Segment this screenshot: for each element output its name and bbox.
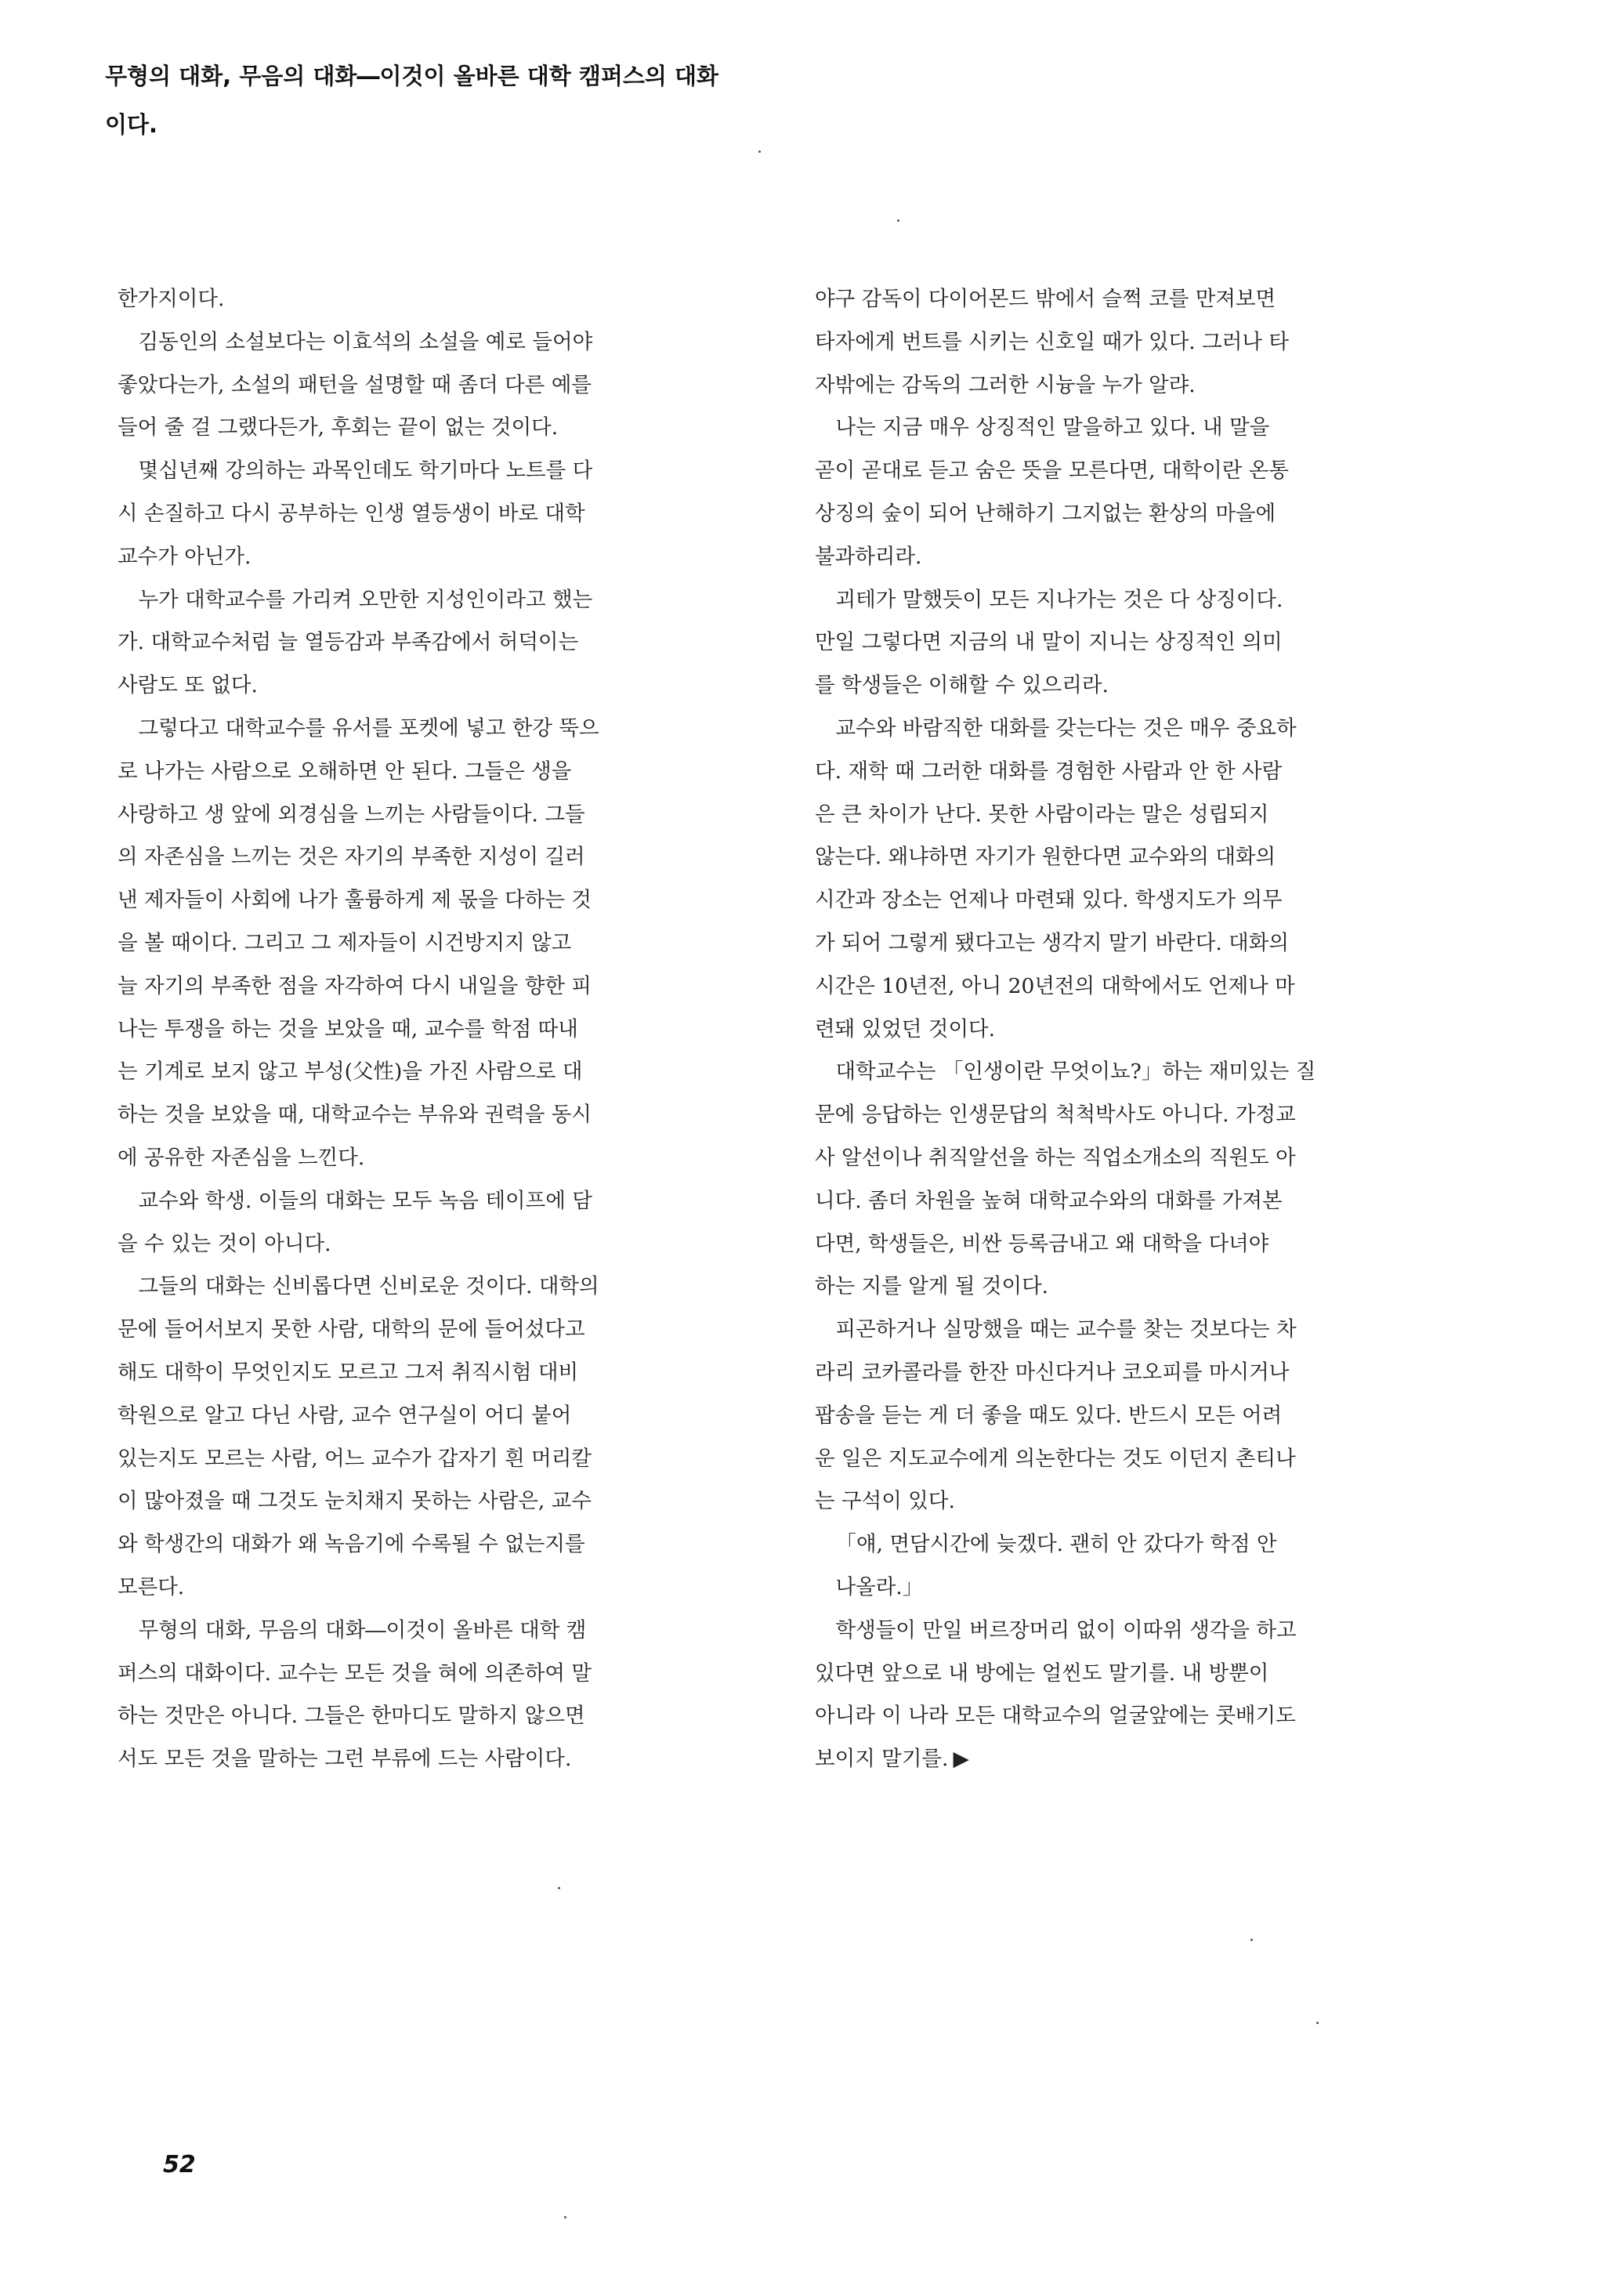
text-line-content: 보이지 말기를.: [815, 1747, 949, 1772]
end-mark-icon: ▶: [953, 1747, 969, 1772]
text-line: 곧이 곧대로 듣고 숨은 뜻을 모른다면, 대학이란 온통: [815, 458, 1289, 483]
text-line: 아니라 이 나라 모든 대학교수의 얼굴앞에는 콧배기도: [815, 1704, 1296, 1729]
text-line: 학원으로 알고 다닌 사람, 교수 연구실이 어디 붙어: [118, 1403, 572, 1428]
scan-speck: [1316, 2022, 1319, 2024]
text-line: 야구 감독이 다이어몬드 밖에서 슬쩍 코를 만져보면: [815, 287, 1276, 311]
text-line: 라리 코카콜라를 한잔 마신다거나 코오피를 마시거나: [815, 1360, 1290, 1385]
text-line: 나는 지금 매우 상징적인 말을하고 있다. 내 말을: [835, 415, 1270, 440]
text-line: 「얘, 면담시간에 늦겠다. 괜히 안 갔다가 학점 안: [835, 1532, 1277, 1557]
text-line: 모른다.: [118, 1574, 185, 1599]
scan-speck: [897, 219, 899, 222]
text-line: 시간은 10년전, 아니 20년전의 대학에서도 언제나 마: [815, 973, 1295, 998]
text-line: 낸 제자들이 사회에 나가 훌륭하게 제 몫을 다하는 것: [118, 888, 592, 913]
text-line: 다. 재학 때 그러한 대화를 경험한 사람과 안 한 사람: [815, 759, 1283, 784]
text-line: 늘 자기의 부족한 점을 자각하여 다시 내일을 향한 피: [118, 973, 592, 998]
text-line: 시 손질하고 다시 공부하는 인생 열등생이 바로 대학: [118, 501, 585, 526]
text-line: 그들의 대화는 신비롭다면 신비로운 것이다. 대학의: [138, 1274, 599, 1299]
text-line: 김동인의 소설보다는 이효석의 소설을 예로 들어야: [138, 329, 593, 354]
pull-quote-line: 이다.: [105, 111, 158, 138]
text-line: 하는 지를 알게 될 것이다.: [815, 1274, 1049, 1299]
text-line: 에 공유한 자존심을 느낀다.: [118, 1145, 365, 1170]
text-line: 타자에게 번트를 시키는 신호일 때가 있다. 그러나 타: [815, 329, 1289, 354]
text-line: 피곤하거나 실망했을 때는 교수를 찾는 것보다는 차: [835, 1317, 1297, 1342]
text-line: 를 학생들은 이해할 수 있으리라.: [815, 673, 1109, 698]
text-line: 사 알선이나 취직알선을 하는 직업소개소의 직원도 아: [815, 1145, 1296, 1170]
text-line: 퍼스의 대화이다. 교수는 모든 것을 혀에 의존하여 말: [118, 1660, 592, 1686]
text-line: 교수가 아닌가.: [118, 544, 252, 569]
pull-quote: [105, 52, 967, 149]
text-line: 해도 대학이 무엇인지도 모르고 그저 취직시험 대비: [118, 1360, 579, 1385]
text-line: 을 수 있는 것이 아니다.: [118, 1231, 331, 1256]
text-line: 은 큰 차이가 난다. 못한 사람이라는 말은 성립되지: [815, 802, 1269, 827]
text-line: 을 볼 때이다. 그리고 그 제자들이 시건방지지 않고: [118, 930, 572, 955]
text-line: 하는 것만은 아니다. 그들은 한마디도 말하지 않으면: [118, 1704, 585, 1729]
scan-speck: [558, 1887, 560, 1889]
text-line: 가 되어 그렇게 됐다고는 생각지 말기 바란다. 대화의: [815, 930, 1289, 955]
scan-speck: [1250, 1939, 1253, 1941]
text-line: 있는지도 모르는 사람, 어느 교수가 갑자기 흰 머리칼: [118, 1446, 592, 1471]
page-number: 52: [163, 2151, 196, 2178]
text-line: 않는다. 왜냐하면 자기가 원한다면 교수와의 대화의: [815, 845, 1276, 870]
text-line: 좋았다는가, 소설의 패턴을 설명할 때 좀더 다른 예를: [118, 372, 592, 397]
text-line: 와 학생간의 대화가 왜 녹음기에 수록될 수 없는지를: [118, 1532, 585, 1557]
text-line: 가. 대학교수처럼 늘 열등감과 부족감에서 허덕이는: [118, 630, 579, 655]
left-column: [118, 278, 783, 1781]
text-line: 만일 그렇다면 지금의 내 말이 지니는 상징적인 의미: [815, 630, 1283, 655]
scan-speck: [564, 2216, 566, 2218]
text-line: 사랑하고 생 앞에 외경심을 느끼는 사람들이다. 그들: [118, 802, 585, 827]
text-line: 운 일은 지도교수에게 의논한다는 것도 이던지 촌티나: [815, 1446, 1296, 1471]
text-line: 한가지이다.: [118, 287, 225, 311]
text-line: 누가 대학교수를 가리켜 오만한 지성인이라고 했는: [138, 587, 593, 612]
text-line: 서도 모든 것을 말하는 그런 부류에 드는 사람이다.: [118, 1747, 572, 1772]
text-line: 나는 투쟁을 하는 것을 보았을 때, 교수를 학점 따내: [118, 1016, 578, 1041]
text-line: 불과하리라.: [815, 544, 922, 569]
text-line: 상징의 숲이 되어 난해하기 그지없는 환상의 마을에: [815, 501, 1276, 526]
text-line: 자밖에는 감독의 그러한 시늉을 누가 알랴.: [815, 372, 1196, 397]
pull-quote-line: 무형의 대화, 무음의 대화―이것이 올바른 대학 캠퍼스의 대화: [105, 63, 719, 89]
text-line: 학생들이 만일 버르장머리 없이 이따위 생각을 하고: [835, 1617, 1297, 1642]
text-line: 대학교수는 「인생이란 무엇이뇨?」하는 재미있는 질: [835, 1059, 1316, 1085]
text-line: 니다. 좀더 차원을 높혀 대학교수와의 대화를 가져본: [815, 1188, 1283, 1213]
text-line: 나올라.」: [835, 1574, 924, 1599]
scan-speck: [758, 150, 761, 153]
text-line: 팝송을 듣는 게 더 좋을 때도 있다. 반드시 모든 어려: [815, 1403, 1283, 1428]
text-line: 하는 것을 보았을 때, 대학교수는 부유와 권력을 동시: [118, 1103, 592, 1128]
text-line: 문에 들어서보지 못한 사람, 대학의 문에 들어섰다고: [118, 1317, 585, 1342]
text-line: 사람도 또 없다.: [118, 673, 258, 698]
text-line: 의 자존심을 느끼는 것은 자기의 부족한 지성이 길러: [118, 845, 585, 870]
text-line: [815, 1738, 1481, 1781]
right-column: [815, 278, 1481, 1781]
text-line: 교수와 바람직한 대화를 갖는다는 것은 매우 중요하: [835, 715, 1297, 741]
text-line: 들어 줄 걸 그랬다든가, 후회는 끝이 없는 것이다.: [118, 415, 559, 440]
text-line: 는 구석이 있다.: [815, 1489, 955, 1514]
text-line: 련돼 있었던 것이다.: [815, 1016, 996, 1041]
text-line: 문에 응답하는 인생문답의 척척박사도 아니다. 가정교: [815, 1103, 1296, 1128]
text-line: 무형의 대화, 무음의 대화―이것이 올바른 대학 캠: [138, 1617, 587, 1642]
text-line: 로 나가는 사람으로 오해하면 안 된다. 그들은 생을: [118, 759, 572, 784]
text-line: 시간과 장소는 언제나 마련돼 있다. 학생지도가 의무: [815, 888, 1283, 913]
text-line: 교수와 학생. 이들의 대화는 모두 녹음 테이프에 담: [138, 1188, 592, 1213]
text-line: 다면, 학생들은, 비싼 등록금내고 왜 대학을 다녀야: [815, 1231, 1269, 1256]
text-line: 이 많아졌을 때 그것도 눈치채지 못하는 사람은, 교수: [118, 1489, 592, 1514]
text-line: 그렇다고 대학교수를 유서를 포켓에 넣고 한강 뚝으: [138, 715, 599, 741]
text-line: 몇십년째 강의하는 과목인데도 학기마다 노트를 다: [138, 458, 593, 483]
text-line: 는 기계로 보지 않고 부성(父性)을 가진 사람으로 대: [118, 1059, 583, 1085]
text-line: 괴테가 말했듯이 모든 지나가는 것은 다 상징이다.: [835, 587, 1283, 612]
text-line: 있다면 앞으로 내 방에는 얼씬도 말기를. 내 방뿐이: [815, 1660, 1269, 1686]
